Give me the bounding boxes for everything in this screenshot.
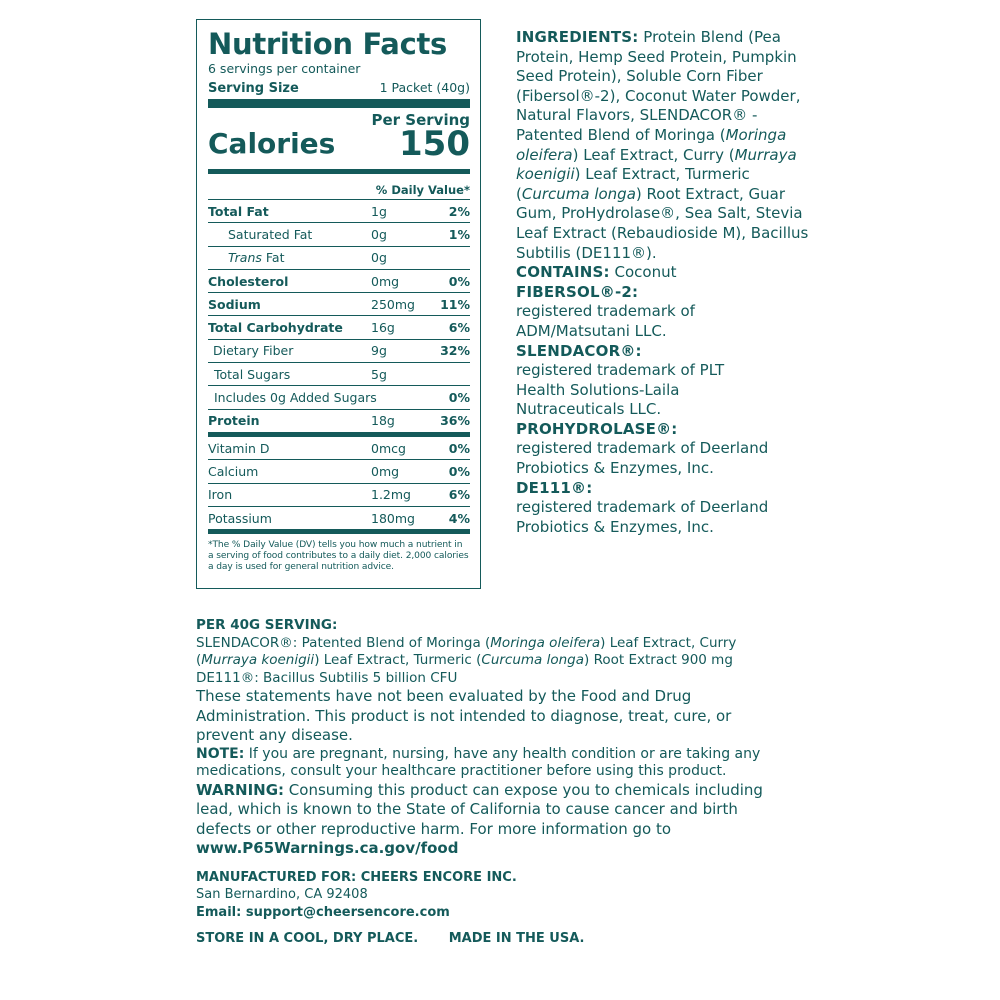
trademark-name: PROHYDROLASE®: bbox=[516, 419, 678, 438]
storage-instruction: STORE IN A COOL, DRY PLACE. bbox=[196, 931, 419, 946]
manufacturer-line: MANUFACTURED FOR: CHEERS ENCORE INC. bbox=[196, 869, 517, 885]
nutrient-row bbox=[208, 506, 470, 531]
calories-value: 150 bbox=[399, 124, 470, 164]
serving-size-value: 1 Packet (40g) bbox=[379, 80, 470, 95]
per40-text: ) Leaf Extract, Curry bbox=[600, 634, 737, 651]
nutrient-dv bbox=[430, 246, 470, 269]
trademark-text: registered trademark of ADM/Matsutani LLC. bbox=[516, 302, 695, 340]
manufacturer-info bbox=[196, 869, 826, 922]
nutrient-name: Dietary Fiber bbox=[208, 339, 371, 362]
trademark-text: registered trademark of PLT Health Solutions-Laila Nutraceuticals LLC. bbox=[516, 361, 725, 419]
divider-medium bbox=[208, 169, 470, 174]
nutrient-name: Sodium bbox=[208, 293, 371, 316]
nutrient-name: Includes 0g Added Sugars bbox=[208, 386, 430, 409]
nutrient-row bbox=[208, 409, 470, 434]
note-paragraph bbox=[196, 746, 826, 781]
ingredients-italic-3: Curcuma longa bbox=[521, 184, 636, 203]
nutrient-amount: 0mcg bbox=[371, 434, 430, 459]
per40-italic: Moringa oleifera bbox=[490, 634, 601, 651]
nutrient-row bbox=[208, 223, 470, 246]
nutrient-table bbox=[208, 200, 470, 534]
nutrient-amount: 0g bbox=[371, 223, 430, 246]
trademark-name: SLENDACOR®: bbox=[516, 341, 642, 360]
nutrient-row bbox=[208, 316, 470, 339]
ingredients-italic-2: Murraya koenigii bbox=[516, 145, 797, 184]
storage-footer bbox=[196, 930, 826, 947]
ingredients-text-3: ) Leaf Extract, Turmeric ( bbox=[516, 165, 750, 203]
warning-url[interactable]: www.P65Warnings.ca.gov/food bbox=[196, 839, 459, 857]
trans-rest: Fat bbox=[261, 250, 285, 266]
nutrient-name: Total Sugars bbox=[208, 363, 371, 386]
per-serving-label: Per Serving bbox=[371, 111, 470, 129]
serving-size-row bbox=[208, 79, 470, 98]
manufacturer-email: Email: support@cheersencore.com bbox=[196, 904, 450, 920]
nutrient-name: Total Fat bbox=[208, 200, 371, 223]
trademark-text: registered trademark of Deerland Probiotics & Enzymes, Inc. bbox=[516, 439, 769, 478]
warning-text: Consuming this product can expose you to chemicals including lead, which is known to the State of California to cause cancer and birth defects or other reproductive harm. For more information go to bbox=[196, 780, 763, 838]
nutrient-dv: 36% bbox=[430, 409, 470, 434]
daily-value-header: % Daily Value* bbox=[375, 183, 470, 197]
fda-statement: These statements have not been evaluated by the Food and Drug Administration. This product is not intended to diagnose, treat, cure, or prevent any disease. bbox=[196, 687, 732, 744]
nutrient-name: Cholesterol bbox=[208, 269, 371, 292]
per40-italic: Curcuma longa bbox=[481, 652, 585, 668]
per40-heading: PER 40G SERVING: bbox=[196, 617, 338, 633]
nutrient-name: Protein bbox=[208, 409, 371, 434]
per40-line-1 bbox=[196, 635, 826, 653]
trademark-text: registered trademark of Deerland Probiotics & Enzymes, Inc. bbox=[516, 498, 769, 536]
warning-paragraph bbox=[196, 781, 796, 859]
nutrient-amount: 1g bbox=[371, 200, 430, 223]
bottom-section bbox=[196, 617, 826, 947]
ingredients-section bbox=[516, 28, 816, 537]
nutrient-dv: 6% bbox=[430, 483, 470, 506]
nutrient-row bbox=[208, 269, 470, 292]
nutrient-dv: 0% bbox=[430, 269, 470, 292]
nutrient-amount: 9g bbox=[371, 339, 430, 362]
serving-size-label: Serving Size bbox=[208, 81, 299, 96]
trans-italic: Trans bbox=[228, 250, 262, 266]
ingredients-paragraph bbox=[516, 28, 816, 263]
per40-text: SLENDACOR®: Patented Blend of Moringa ( bbox=[196, 634, 491, 651]
per40-text: ) Root Extract 900 mg bbox=[584, 652, 733, 668]
nutrient-row bbox=[208, 434, 470, 459]
servings-per-container: 6 servings per container bbox=[208, 61, 361, 76]
nutrient-amount: 16g bbox=[371, 316, 430, 339]
calories-label: Calories bbox=[208, 127, 336, 160]
per40-text: ) Leaf Extract, Turmeric ( bbox=[314, 652, 482, 668]
made-in-usa: MADE IN THE USA. bbox=[448, 931, 585, 946]
nutrient-amount: 0mg bbox=[371, 269, 430, 292]
nutrient-amount: 250mg bbox=[371, 293, 430, 316]
nutrient-row bbox=[208, 363, 470, 386]
nutrient-row bbox=[208, 339, 470, 362]
ingredients-text-1: Protein Blend (Pea Protein, Hemp Seed Protein, Pumpkin Seed Protein), Soluble Corn Fiber (Fibersol®-2), Coconut Water Powder, Natural Flavors, SLENDACOR® - Patented Blend of Moringa ( bbox=[516, 28, 801, 144]
nutrient-dv: 1% bbox=[430, 223, 470, 246]
contains-line bbox=[516, 263, 816, 283]
daily-value-footnote: *The % Daily Value (DV) tells you how much a nutrient in a serving of food contributes to a daily diet. 2,000 calories a day is used for general nutrition advice. bbox=[208, 540, 469, 573]
per40-text: ( bbox=[196, 652, 202, 668]
nutrient-row bbox=[208, 293, 470, 316]
nutrition-facts-panel bbox=[196, 19, 481, 589]
nutrient-row bbox=[208, 460, 470, 483]
nutrient-dv: 0% bbox=[430, 434, 470, 459]
nutrient-row bbox=[208, 246, 470, 269]
divider-thick bbox=[208, 99, 470, 108]
contains-value: Coconut bbox=[609, 263, 677, 282]
note-label: NOTE: bbox=[196, 745, 245, 762]
nutrient-amount: 18g bbox=[371, 409, 430, 434]
nutrient-row bbox=[208, 200, 470, 223]
nutrient-dv: 0% bbox=[430, 386, 470, 409]
nutrient-name: Calcium bbox=[208, 460, 371, 483]
nutrient-dv: 2% bbox=[430, 200, 470, 223]
nutrient-name bbox=[208, 246, 371, 269]
nutrient-name: Vitamin D bbox=[208, 434, 371, 459]
ingredients-label: INGREDIENTS: bbox=[516, 28, 639, 46]
nutrient-row bbox=[208, 483, 470, 506]
nutrient-dv bbox=[430, 363, 470, 386]
nutrient-name: Total Carbohydrate bbox=[208, 316, 371, 339]
nutrition-title: Nutrition Facts bbox=[208, 27, 447, 61]
ingredients-text-2: ) Leaf Extract, Curry ( bbox=[572, 145, 735, 164]
manufacturer-address: San Bernardino, CA 92408 bbox=[196, 887, 368, 902]
ingredients-text-4: ) Root Extract, Guar Gum, ProHydrolase®, Sea Salt, Stevia Leaf Extract (Rebaudioside M), Bacillus Subtilis (DE111®). bbox=[516, 184, 809, 262]
nutrient-amount: 5g bbox=[371, 363, 430, 386]
nutrient-dv: 32% bbox=[430, 339, 470, 362]
nutrient-row bbox=[208, 386, 470, 409]
nutrient-dv: 11% bbox=[430, 293, 470, 316]
nutrient-dv: 0% bbox=[430, 460, 470, 483]
nutrient-amount: 180mg bbox=[371, 506, 430, 531]
nutrient-dv: 6% bbox=[430, 316, 470, 339]
contains-label: CONTAINS: bbox=[516, 263, 610, 282]
nutrient-dv: 4% bbox=[430, 506, 470, 531]
trademark-name: FIBERSOL®-2: bbox=[516, 282, 639, 301]
nutrient-amount: 0g bbox=[371, 246, 430, 269]
nutrient-amount: 0mg bbox=[371, 460, 430, 483]
nutrient-name: Saturated Fat bbox=[208, 223, 371, 246]
calories-row bbox=[208, 124, 470, 164]
ingredients-italic-1: Moringa oleifera bbox=[516, 125, 787, 164]
per40-line-2 bbox=[196, 652, 826, 670]
trademark-name: DE111®: bbox=[516, 478, 593, 497]
per40-line-3: DE111®: Bacillus Subtilis 5 billion CFU bbox=[196, 669, 458, 686]
note-text: If you are pregnant, nursing, have any health condition or are taking any medications, consult your healthcare practitioner before using this product. bbox=[196, 745, 761, 779]
warning-label: WARNING: bbox=[196, 780, 285, 799]
nutrient-amount: 1.2mg bbox=[371, 483, 430, 506]
per-serving-info bbox=[196, 617, 826, 687]
nutrient-name: Iron bbox=[208, 483, 371, 506]
per40-italic: Murraya koenigii bbox=[201, 652, 315, 668]
nutrient-name: Potassium bbox=[208, 506, 371, 531]
